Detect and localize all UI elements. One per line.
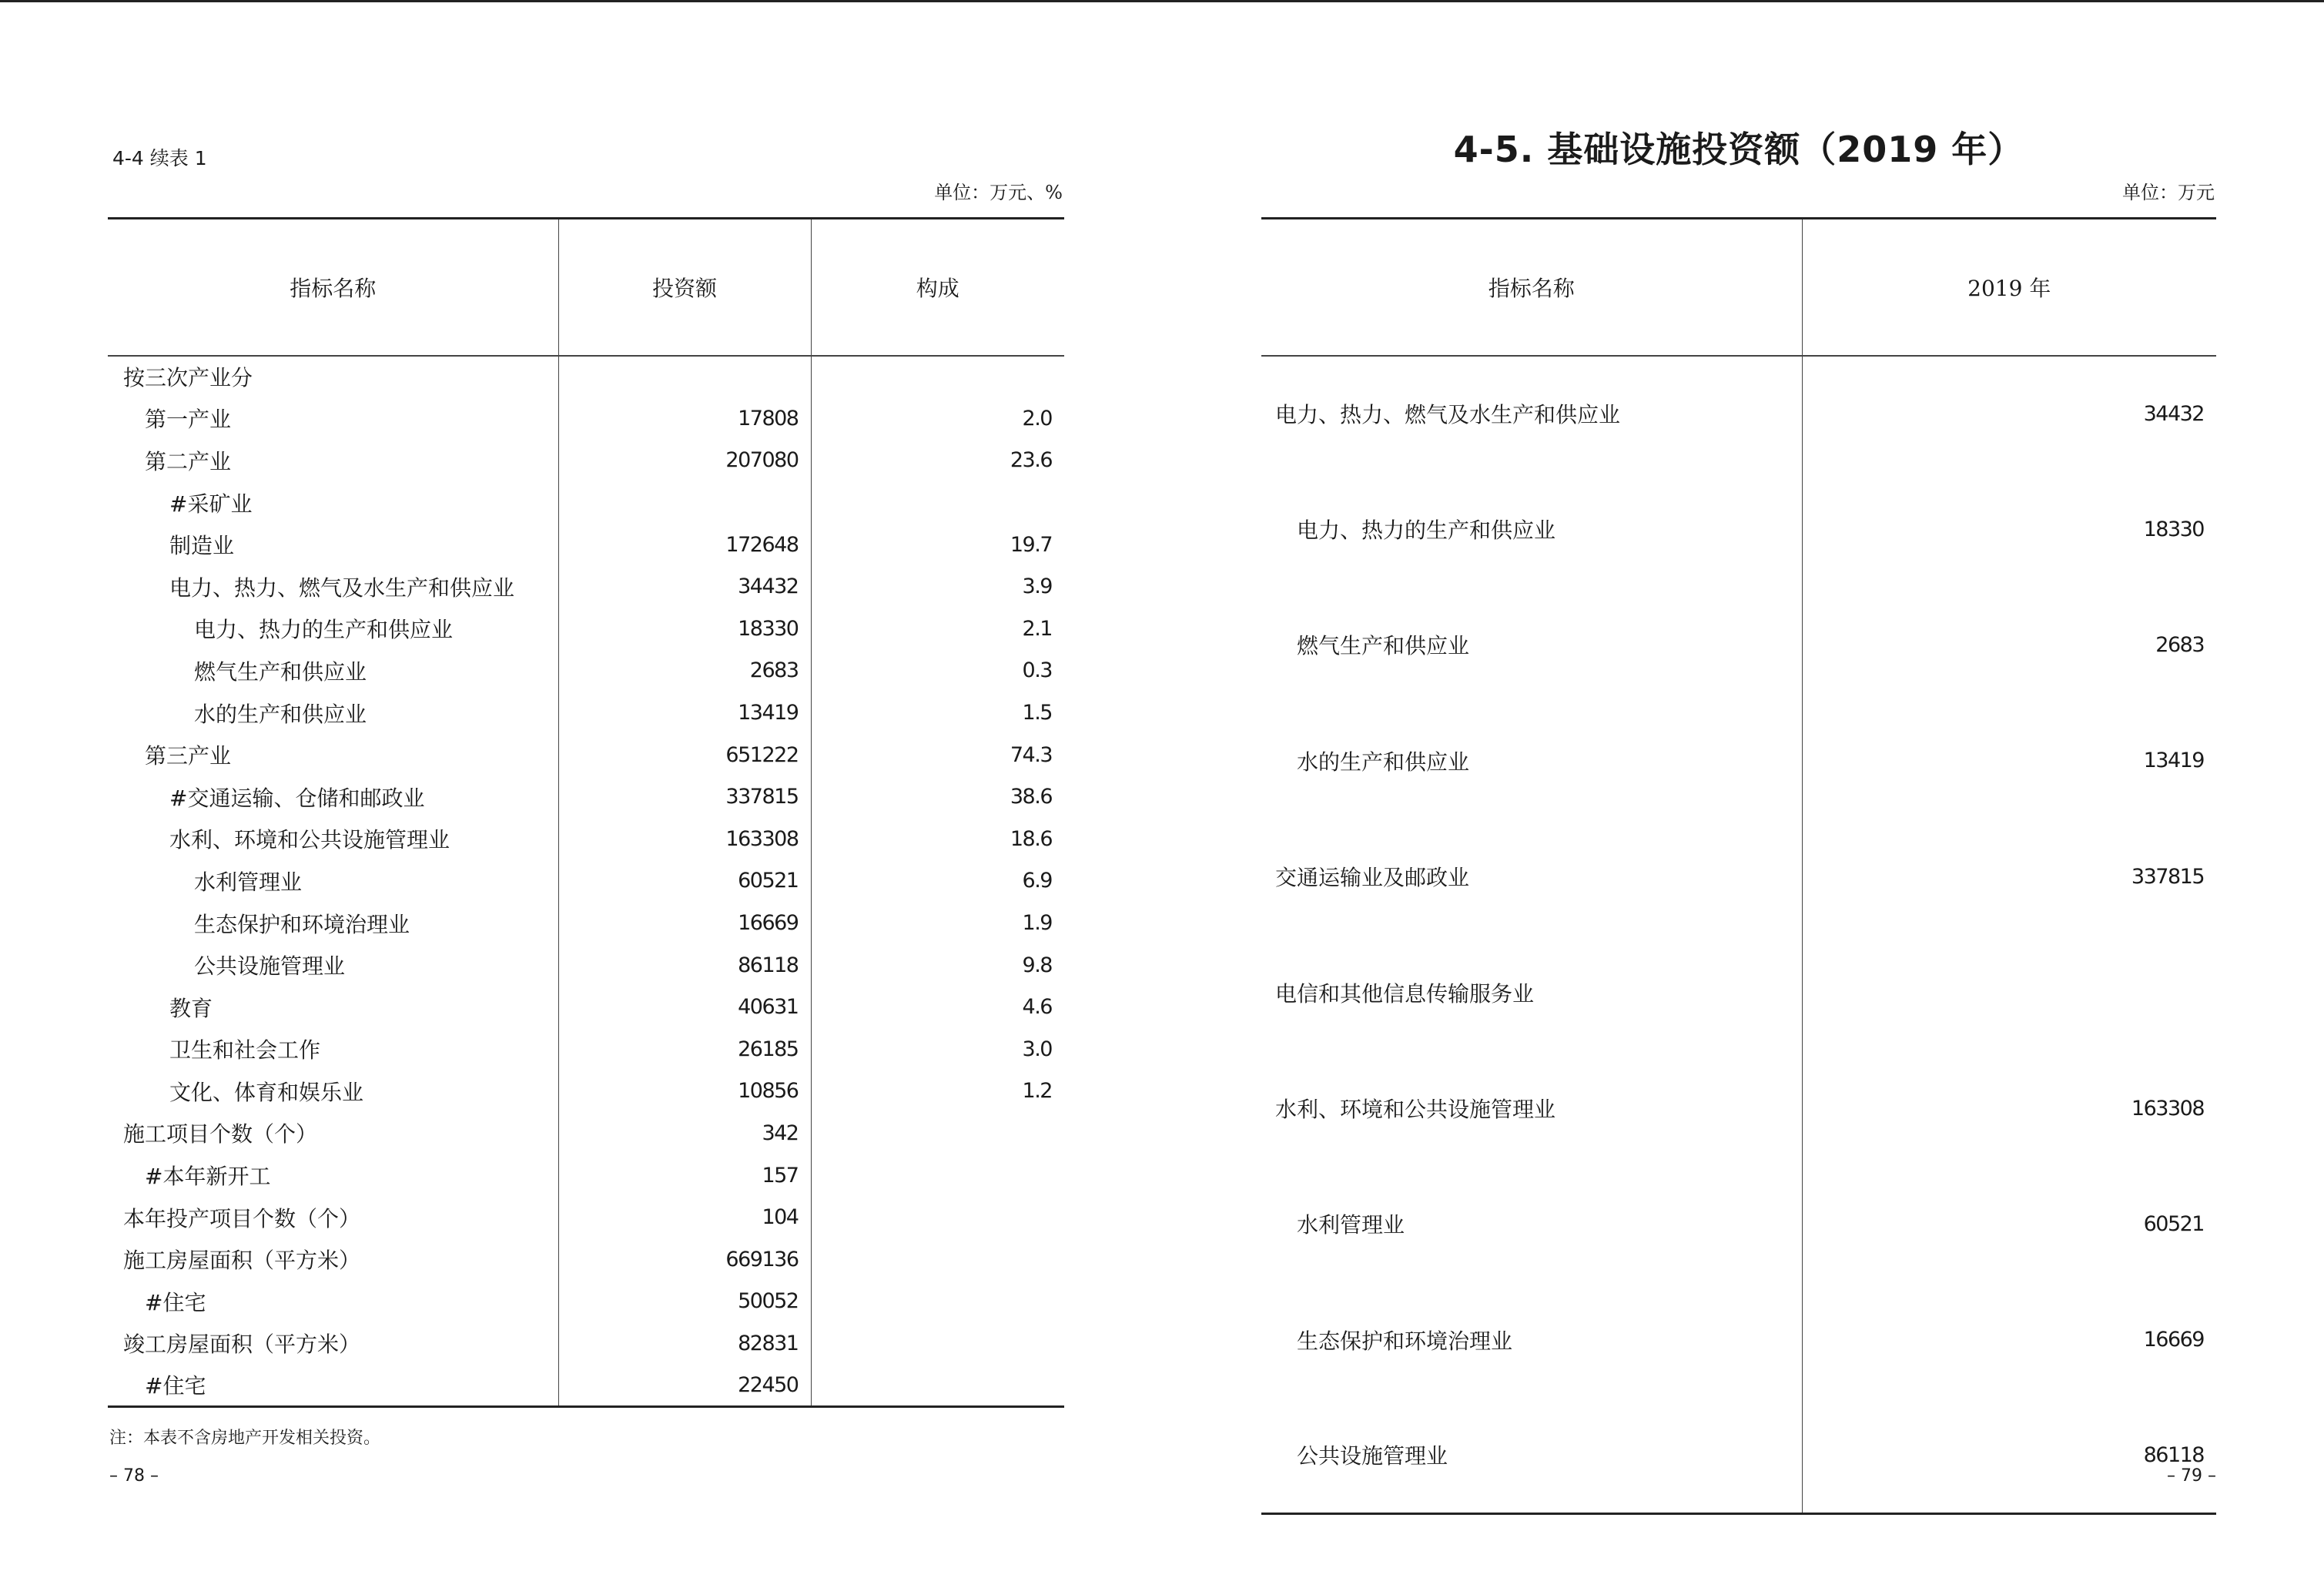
row-amount: 2683 — [558, 650, 811, 692]
header-share: 构成 — [811, 219, 1064, 356]
row-value: 60521 — [2143, 1211, 2204, 1236]
row-name: 第三产业 — [108, 734, 558, 776]
row-name: 水利管理业 — [108, 860, 558, 903]
row-share: 23.6 — [1010, 448, 1052, 473]
row-share — [811, 1281, 1064, 1323]
row-value: 13419 — [2143, 749, 2204, 773]
row-name: #本年新开工 — [108, 1154, 558, 1197]
row-name: 交通运输业及邮政业 — [1261, 819, 1802, 934]
header-indicator-name: 指标名称 — [108, 219, 558, 356]
table-row — [1261, 587, 2216, 702]
row-share: 38.6 — [1010, 785, 1052, 809]
row-value: 2683 — [2155, 632, 2204, 657]
header-indicator-name: 指标名称 — [1261, 219, 1802, 356]
table-row — [108, 734, 1064, 776]
row-amount: 207080 — [558, 440, 811, 482]
unit-label: 单位：万元 — [2122, 182, 2215, 203]
table-row — [108, 944, 1064, 987]
infrastructure-table — [1261, 217, 2216, 1515]
row-name: 制造业 — [108, 524, 558, 566]
row-value: 34432 — [2143, 401, 2204, 426]
row-share: 1.5 — [1022, 701, 1052, 725]
table-row — [108, 397, 1064, 440]
page-title: 4-5. 基础设施投资额（2019 年） — [1453, 129, 2024, 170]
row-share: 9.8 — [1022, 953, 1052, 977]
row-name: #住宅 — [108, 1281, 558, 1323]
unit-label: 单位：万元、% — [934, 182, 1063, 203]
table-row — [1261, 819, 2216, 934]
row-amount: 651222 — [558, 734, 811, 776]
row-name: #采矿业 — [108, 481, 558, 524]
row-name: #住宅 — [108, 1365, 558, 1407]
table-row — [1261, 1050, 2216, 1166]
row-share — [811, 1154, 1064, 1197]
row-share: 74.3 — [1010, 742, 1052, 767]
row-name: 电信和其他信息传输服务业 — [1261, 934, 1802, 1050]
row-share — [811, 1365, 1064, 1407]
table-row — [1261, 471, 2216, 587]
row-share: 3.0 — [1022, 1037, 1052, 1061]
row-name: 按三次产业分 — [108, 356, 558, 398]
row-name: 电力、热力的生产和供应业 — [1261, 471, 1802, 587]
row-name: 卫生和社会工作 — [108, 1028, 558, 1070]
row-name: 水利管理业 — [1261, 1166, 1802, 1281]
table-row — [108, 1154, 1064, 1197]
row-amount: 172648 — [558, 524, 811, 566]
row-share — [811, 1322, 1064, 1365]
row-value: 16669 — [2143, 1328, 2204, 1352]
row-name: 水利、环境和公共设施管理业 — [1261, 1050, 1802, 1166]
row-value: 337815 — [2131, 864, 2204, 889]
row-share: 0.3 — [1022, 658, 1052, 683]
row-name: 燃气生产和供应业 — [108, 650, 558, 692]
row-share: 2.0 — [1022, 406, 1052, 431]
row-value: 18330 — [2143, 517, 2204, 541]
row-amount: 669136 — [558, 1238, 811, 1281]
table-row — [108, 692, 1064, 734]
row-amount: 26185 — [558, 1028, 811, 1070]
table-row — [108, 986, 1064, 1028]
row-share: 3.9 — [1022, 575, 1052, 599]
table-tag: 4-4 续表 1 — [112, 147, 207, 169]
row-amount — [558, 356, 811, 398]
row-amount — [558, 481, 811, 524]
row-value: 86118 — [1802, 1398, 2216, 1513]
table-row — [108, 818, 1064, 860]
row-name: 文化、体育和娱乐业 — [108, 1070, 558, 1113]
table-row — [1261, 1282, 2216, 1398]
row-share: 19.7 — [1010, 532, 1052, 557]
row-amount: 50052 — [558, 1281, 811, 1323]
row-amount: 10856 — [558, 1070, 811, 1113]
row-share: 6.9 — [1022, 869, 1052, 893]
table-row — [108, 1322, 1064, 1365]
table-row — [108, 608, 1064, 650]
row-name: 电力、热力的生产和供应业 — [108, 608, 558, 650]
row-amount: 82831 — [558, 1322, 811, 1365]
table-row — [108, 650, 1064, 692]
table-row — [108, 565, 1064, 608]
table-row — [108, 440, 1064, 482]
table-row — [108, 1028, 1064, 1070]
row-share: 2.1 — [1022, 616, 1052, 641]
left-page — [108, 0, 1064, 1588]
row-name: 公共设施管理业 — [108, 944, 558, 987]
row-share: 1.2 — [1022, 1079, 1052, 1104]
row-share — [811, 1112, 1064, 1154]
row-name: 第二产业 — [108, 440, 558, 482]
row-amount: 342 — [558, 1112, 811, 1154]
row-amount: 17808 — [558, 397, 811, 440]
row-amount: 86118 — [558, 944, 811, 987]
table-row — [108, 776, 1064, 818]
table-row — [108, 356, 1064, 398]
row-share: 18.6 — [1010, 826, 1052, 851]
row-name: 本年投产项目个数（个） — [108, 1196, 558, 1238]
row-amount: 34432 — [558, 565, 811, 608]
row-share — [811, 1238, 1064, 1281]
table-row — [1261, 934, 2216, 1050]
row-name: 电力、热力、燃气及水生产和供应业 — [108, 565, 558, 608]
row-share — [811, 356, 1064, 398]
row-amount: 157 — [558, 1154, 811, 1197]
table-row — [108, 1238, 1064, 1281]
table-row — [108, 902, 1064, 944]
header-row — [1261, 219, 2216, 356]
row-name: 燃气生产和供应业 — [1261, 587, 1802, 702]
row-name: 第一产业 — [108, 397, 558, 440]
row-amount: 13419 — [558, 692, 811, 734]
row-name: #交通运输、仓储和邮政业 — [108, 776, 558, 818]
row-share — [811, 481, 1064, 524]
row-amount: 16669 — [558, 902, 811, 944]
table-row — [108, 524, 1064, 566]
header-row — [108, 219, 1064, 356]
row-name: 水利、环境和公共设施管理业 — [108, 818, 558, 860]
table-note: 注：本表不含房地产开发相关投资。 — [109, 1429, 381, 1448]
page-number: – 78 – — [109, 1466, 159, 1486]
row-value — [1802, 934, 2216, 1050]
page-number: – 79 – — [2167, 1466, 2216, 1486]
row-name: 生态保护和环境治理业 — [108, 902, 558, 944]
row-name: 公共设施管理业 — [1261, 1398, 1802, 1513]
table-row — [108, 1070, 1064, 1113]
row-name: 水的生产和供应业 — [1261, 703, 1802, 819]
row-name: 水的生产和供应业 — [108, 692, 558, 734]
row-name: 竣工房屋面积（平方米） — [108, 1322, 558, 1365]
row-share: 1.9 — [1022, 911, 1052, 936]
row-amount: 40631 — [558, 986, 811, 1028]
investment-table — [108, 217, 1064, 1408]
row-amount: 18330 — [558, 608, 811, 650]
table-row — [1261, 356, 2216, 471]
row-amount: 337815 — [558, 776, 811, 818]
row-name: 施工项目个数（个） — [108, 1112, 558, 1154]
row-name: 电力、热力、燃气及水生产和供应业 — [1261, 356, 1802, 471]
table-row — [1261, 1398, 2216, 1513]
table-row — [108, 1281, 1064, 1323]
table-row — [108, 1112, 1064, 1154]
row-value: 163308 — [2131, 1096, 2204, 1121]
row-name: 施工房屋面积（平方米） — [108, 1238, 558, 1281]
table-row — [108, 1365, 1064, 1407]
table-row — [108, 860, 1064, 903]
header-year: 2019 年 — [1802, 219, 2216, 356]
table-row — [108, 1196, 1064, 1238]
row-share: 4.6 — [1022, 995, 1052, 1020]
row-name: 教育 — [108, 986, 558, 1028]
row-amount: 163308 — [558, 818, 811, 860]
row-amount: 104 — [558, 1196, 811, 1238]
row-share — [811, 1196, 1064, 1238]
table-row — [1261, 703, 2216, 819]
right-page — [1261, 0, 2216, 1588]
header-investment: 投资额 — [558, 219, 811, 356]
row-name: 生态保护和环境治理业 — [1261, 1282, 1802, 1398]
table-row — [108, 481, 1064, 524]
table-row — [1261, 1166, 2216, 1281]
row-amount: 22450 — [558, 1365, 811, 1407]
row-amount: 60521 — [558, 860, 811, 903]
